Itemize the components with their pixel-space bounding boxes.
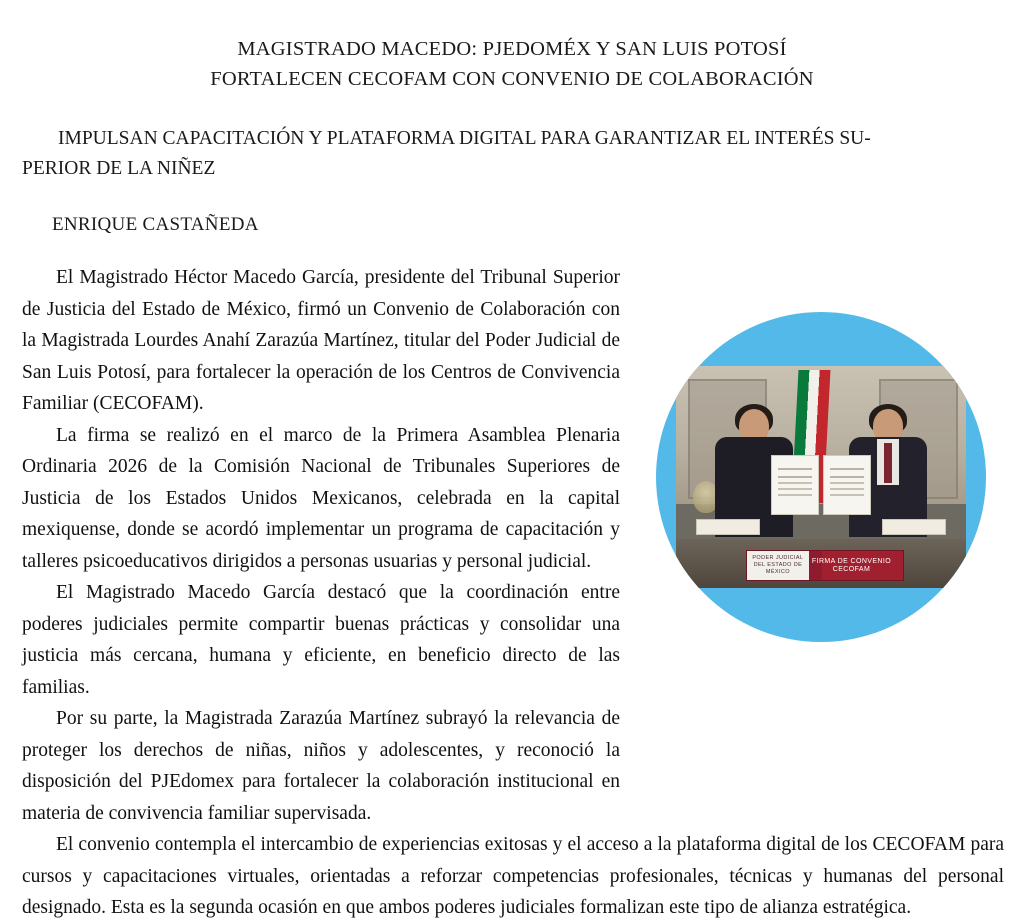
banner-event-line-2: CECOFAM [832,565,871,573]
event-banner [746,550,905,581]
banner-event-text [812,558,891,574]
headline-line-1: MAGISTRADO MACEDO: PJEDOMÉX Y SAN LUIS POTOSÍ [237,38,787,60]
paragraph: El Magistrado Macedo García destacó que la coordinación entre poderes judiciales permite compartir buenas prácticas y consolidar una justicia más cercana, humana y eficiente, en beneficio directo de las familias. [22,582,620,698]
subheadline-line-2: PERIOR DE LA NIÑEZ [22,158,216,179]
banner-institution-text: PODER JUDICIAL DEL ESTADO DE MÉXICO [747,551,810,580]
nameplate-right [882,519,946,535]
paragraph: Por su parte, la Magistrada Zarazúa Martínez subrayó la relevancia de proteger los derechos de niñas, niños y adolescentes, y reconoció la disposición del PJEdomex para fortalecer la colaboración institucional en materia de convivencia familiar supervisada. [22,708,620,824]
subheadline [22,124,1006,184]
byline: ENRIQUE CASTAÑEDA [52,214,259,235]
article-photo [656,312,986,642]
subheadline-line-1: IMPULSAN CAPACITACIÓN Y PLATAFORMA DIGITAL PARA GARANTIZAR EL INTERÉS SU- [58,128,871,149]
person-tie [884,443,892,483]
headline-line-2: FORTALECEN CECOFAM CON CONVENIO DE COLABORACIÓN [210,68,814,90]
signed-document-icon [823,455,871,515]
signed-document-icon [771,455,819,515]
paragraph: El Magistrado Héctor Macedo García, presidente del Tribunal Superior de Justicia del Estado de México, firmó un Convenio de Colaboración con la Magistrada Lourdes Anahí Zarazúa Martínez, titular del Poder Judicial de San Luis Potosí, para fortalecer la operación de los Centros de Convivencia Familiar (CECOFAM). [22,267,620,414]
page-title [70,34,954,94]
paragraph: El convenio contempla el intercambio de experiencias exitosas y el acceso a la plataforma digital de los CECOFAM para cursos y capacitaciones virtuales, orientadas a reforzar competencias profesionales, técnicas y humanas del personal designado. Esta es la segunda ocasión en que ambos poderes judiciales formalizan este tipo de alianza estratégica. [22,834,1004,918]
nameplate-left [696,519,760,535]
photo-scene [676,366,966,588]
paragraph: La firma se realizó en el marco de la Primera Asamblea Plenaria Ordinaria 2026 de la Comisión Nacional de Tribunales Superiores de Justicia de los Estados Unidos Mexicanos, celebrada en la capital mexiquense, donde se acordó implementar un programa de capacitación y talleres psicoeducativos dirigidos a personas usuarias y personal judicial. [22,424,620,572]
photo-circle-frame [656,312,986,642]
photo-image [676,366,966,588]
banner-event-line-1: FIRMA DE CONVENIO [811,557,892,565]
